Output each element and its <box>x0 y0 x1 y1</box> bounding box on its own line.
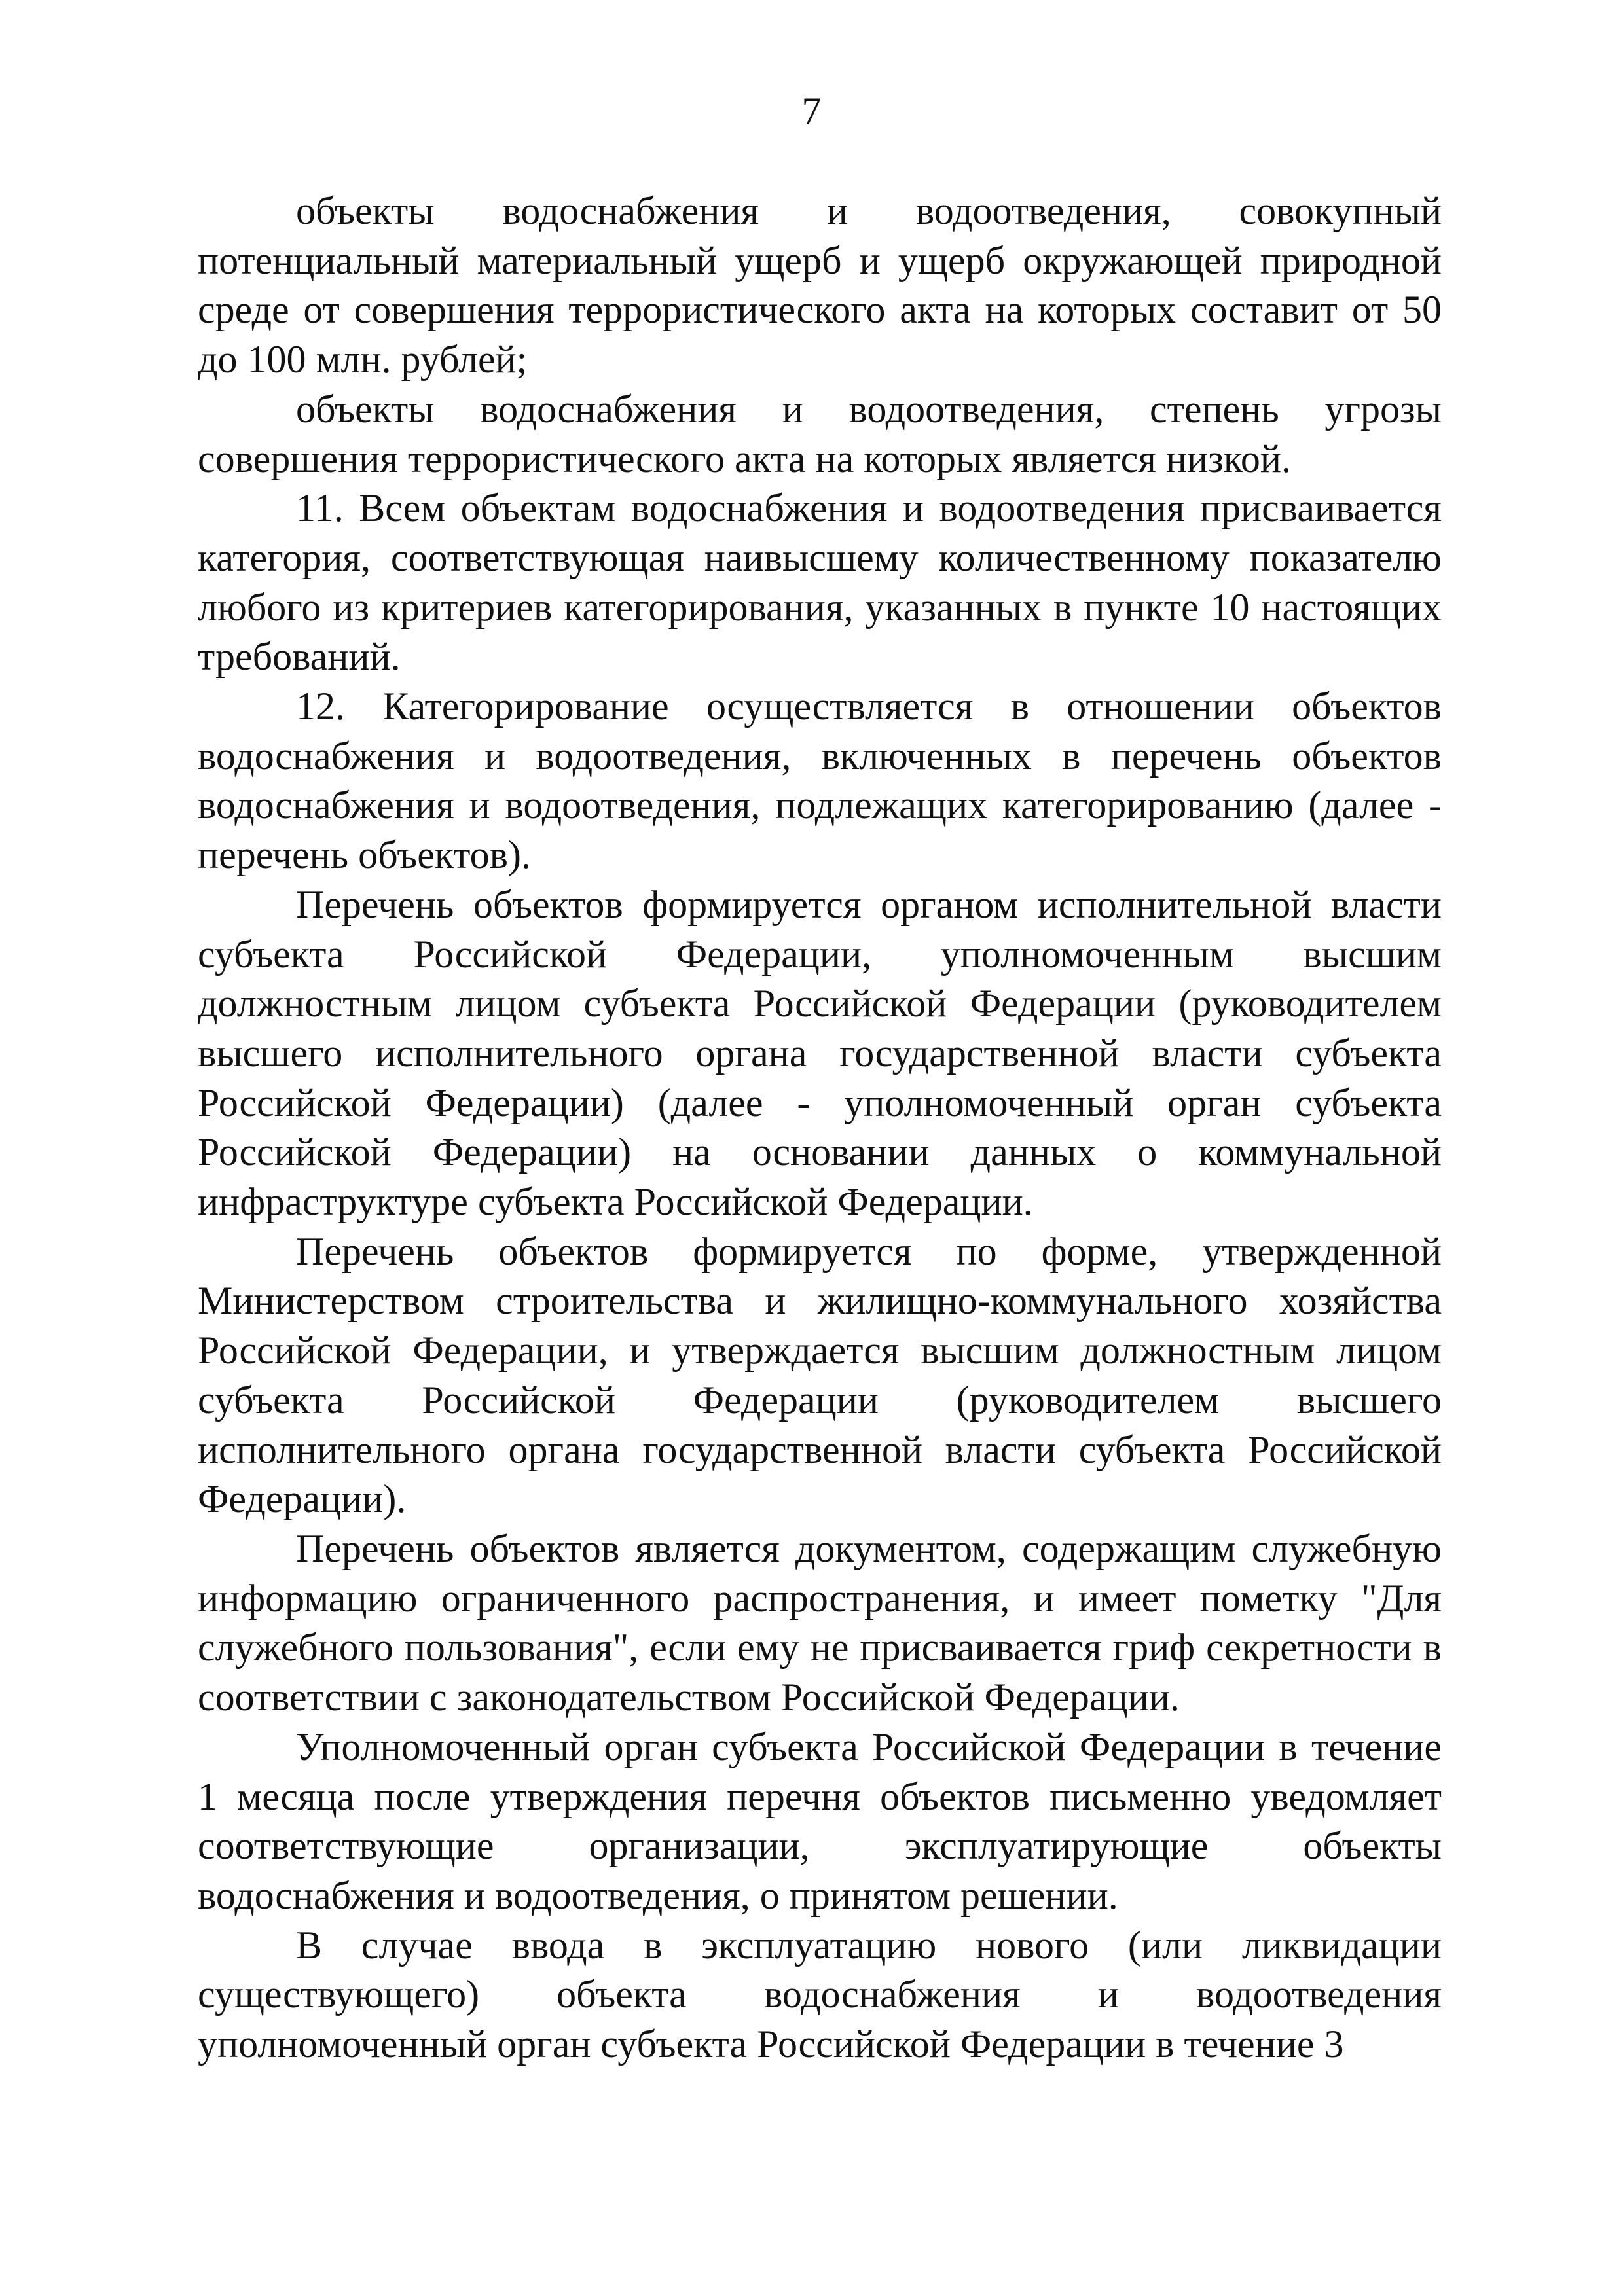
paragraph-objects-damage: объекты водоснабжения и водоотведения, совокупный потенциальный материальный ущерб и ущерб окружающей природной среде от совершения террористического акта на которых составит от 50 до 100 млн. рублей; <box>198 189 1442 382</box>
paragraph-list-form: Перечень объектов формируется по форме, утвержденной Министерством строительства и жилищно-коммунального хозяйства Российской Федерации, и утверждается высшим должностным лицом субъекта Российской Федерации (руководителем высшего исполнительного органа государственной власти субъекта Российской Федерации). <box>198 1229 1442 1521</box>
paragraph-list-formation: Перечень объектов формируется органом исполнительной власти субъекта Российской Федерации, уполномоченным высшим должностным лицом субъекта Российской Федерации (руководителем высшего исполнительного органа государственной власти субъекта Российской Федерации) (далее - уполномоченный орган субъекта Российской Федерации) на основании данных о коммунальной инфраструктуре субъекта Российской Федерации. <box>198 882 1442 1224</box>
paragraph-notification: Уполномоченный орган субъекта Российской Федерации в течение 1 месяца после утверждения перечня объектов письменно уведомляет соответствующие организации, эксплуатирующие объекты водоснабжения и водоотведения, о принятом решении. <box>198 1725 1442 1917</box>
paragraph-objects-low-threat: объекты водоснабжения и водоотведения, степень угрозы совершения террористического акта на которых является низкой. <box>198 387 1442 480</box>
page-number: 7 <box>801 90 822 133</box>
paragraph-item-12: 12. Категорирование осуществляется в отношении объектов водоснабжения и водоотведения, включенных в перечень объектов водоснабжения и водоотведения, подлежащих категорированию (далее - перечень объектов). <box>198 685 1442 877</box>
paragraph-new-object: В случае ввода в эксплуатацию нового (или ликвидации существующего) объекта водоснабжения и водоотведения уполномоченный орган субъекта Российской Федерации в течение 3 <box>198 1923 1442 2066</box>
paragraph-list-restricted: Перечень объектов является документом, содержащим служебную информацию ограниченного распространения, и имеет пометку "Для служебного пользования", если ему не присваивается гриф секретности в соответствии с законодательством Российской Федерации. <box>198 1526 1442 1719</box>
paragraph-item-11: 11. Всем объектам водоснабжения и водоотведения присваивается категория, соответствующая наивысшему количественному показателю любого из критериев категорирования, указанных в пункте 10 настоящих требований. <box>198 486 1442 679</box>
document-body <box>198 187 1442 2070</box>
